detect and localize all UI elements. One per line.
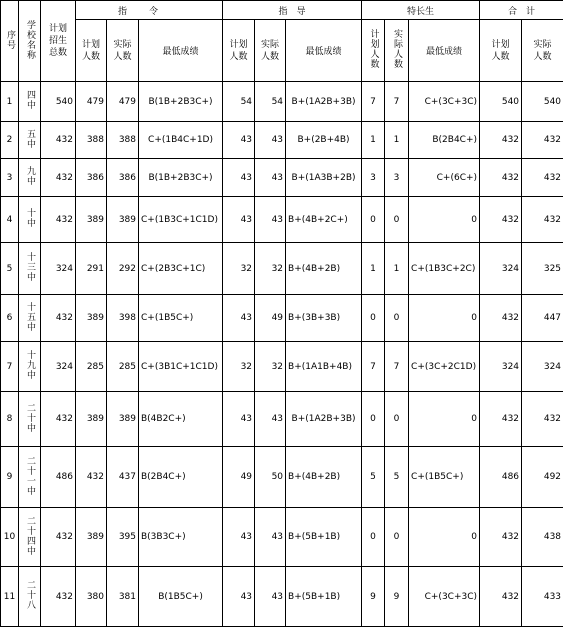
guide-actual-cell: 43	[255, 567, 286, 627]
seq-cell: 11	[1, 567, 19, 627]
total-plan-cell: 324	[41, 243, 76, 295]
guide-min-score-cell: B+(1A2B+3B)	[286, 392, 362, 447]
school-cell: 二十中	[19, 392, 41, 447]
directive-actual-cell: 381	[107, 567, 139, 627]
guide-actual-cell: 49	[255, 295, 286, 342]
directive-plan-cell: 389	[76, 197, 107, 243]
special-actual-cell: 5	[385, 447, 409, 508]
special-plan-cell: 1	[362, 122, 385, 159]
table-row	[1, 342, 563, 392]
total-sum-plan-cell: 432	[480, 197, 522, 243]
special-actual-cell: 1	[385, 122, 409, 159]
guide-plan-cell: 43	[223, 567, 255, 627]
school-cell: 十三中	[19, 243, 41, 295]
total-plan-cell: 432	[41, 159, 76, 197]
special-plan-cell: 1	[362, 243, 385, 295]
special-plan-cell: 5	[362, 447, 385, 508]
guide-plan-cell: 49	[223, 447, 255, 508]
header-plan: 计划人数	[362, 20, 385, 82]
school-cell: 二十八	[19, 567, 41, 627]
total-sum-actual-cell: 432	[522, 392, 563, 447]
guide-plan-cell: 32	[223, 243, 255, 295]
school-cell: 十五中	[19, 295, 41, 342]
school-cell: 二十四中	[19, 508, 41, 567]
total-sum-plan-cell: 432	[480, 122, 522, 159]
seq-cell: 9	[1, 447, 19, 508]
directive-plan-cell: 285	[76, 342, 107, 392]
directive-min-score-cell: C+(1B3C+1C1D)	[139, 197, 223, 243]
special-actual-cell: 1	[385, 243, 409, 295]
directive-plan-cell: 479	[76, 82, 107, 122]
directive-actual-cell: 389	[107, 392, 139, 447]
total-sum-actual-cell: 492	[522, 447, 563, 508]
special-actual-cell: 7	[385, 342, 409, 392]
directive-actual-cell: 479	[107, 82, 139, 122]
header-plan: 计划人数	[76, 20, 107, 82]
total-sum-actual-cell: 438	[522, 508, 563, 567]
school-cell: 五中	[19, 122, 41, 159]
total-sum-actual-cell: 540	[522, 82, 563, 122]
special-actual-cell: 7	[385, 82, 409, 122]
special-min-score-cell: C+(3C+2C1D)	[409, 342, 480, 392]
guide-plan-cell: 43	[223, 122, 255, 159]
total-sum-actual-cell: 325	[522, 243, 563, 295]
total-plan-cell: 324	[41, 342, 76, 392]
total-plan-cell: 432	[41, 508, 76, 567]
special-min-score-cell: C+(6C+)	[409, 159, 480, 197]
total-sum-plan-cell: 324	[480, 243, 522, 295]
directive-actual-cell: 292	[107, 243, 139, 295]
header-plan: 计划人数	[480, 20, 522, 82]
special-min-score-cell: C+(1B3C+2C)	[409, 243, 480, 295]
guide-min-score-cell: B+(1A2B+3B)	[286, 82, 362, 122]
directive-plan-cell: 389	[76, 508, 107, 567]
table-row	[1, 392, 563, 447]
directive-actual-cell: 437	[107, 447, 139, 508]
special-actual-cell: 0	[385, 508, 409, 567]
total-sum-actual-cell: 432	[522, 197, 563, 243]
header-actual: 实际人数	[255, 20, 286, 82]
special-min-score-cell: C+(3C+3C)	[409, 567, 480, 627]
special-min-score-cell: B(2B4C+)	[409, 122, 480, 159]
special-plan-cell: 0	[362, 295, 385, 342]
directive-actual-cell: 285	[107, 342, 139, 392]
guide-actual-cell: 32	[255, 243, 286, 295]
special-plan-cell: 7	[362, 342, 385, 392]
guide-min-score-cell: B+(3B+3B)	[286, 295, 362, 342]
guide-plan-cell: 43	[223, 508, 255, 567]
table-row	[1, 508, 563, 567]
special-plan-cell: 9	[362, 567, 385, 627]
special-min-score-cell: C+(1B5C+)	[409, 447, 480, 508]
directive-min-score-cell: B(1B+2B3C+)	[139, 82, 223, 122]
directive-plan-cell: 291	[76, 243, 107, 295]
guide-actual-cell: 43	[255, 122, 286, 159]
directive-min-score-cell: B(4B2C+)	[139, 392, 223, 447]
seq-cell: 3	[1, 159, 19, 197]
special-plan-cell: 0	[362, 392, 385, 447]
total-sum-plan-cell: 540	[480, 82, 522, 122]
special-min-score-cell: C+(3C+3C)	[409, 82, 480, 122]
guide-min-score-cell: B+(4B+2C+)	[286, 197, 362, 243]
header-min-score: 最低成绩	[409, 20, 480, 82]
total-sum-plan-cell: 486	[480, 447, 522, 508]
guide-min-score-cell: B+(1A3B+2B)	[286, 159, 362, 197]
total-sum-actual-cell: 447	[522, 295, 563, 342]
guide-actual-cell: 43	[255, 392, 286, 447]
directive-min-score-cell: C+(2B3C+1C)	[139, 243, 223, 295]
guide-plan-cell: 43	[223, 392, 255, 447]
guide-min-score-cell: B+(4B+2B)	[286, 447, 362, 508]
directive-actual-cell: 398	[107, 295, 139, 342]
header-min-score: 最低成绩	[286, 20, 362, 82]
header-group-directive: 指令	[76, 1, 223, 20]
total-plan-cell: 540	[41, 82, 76, 122]
total-plan-cell: 432	[41, 197, 76, 243]
table-row	[1, 197, 563, 243]
special-plan-cell: 3	[362, 159, 385, 197]
header-actual: 实际人数	[385, 20, 409, 82]
seq-cell: 1	[1, 82, 19, 122]
guide-min-score-cell: B+(1A1B+4B)	[286, 342, 362, 392]
guide-plan-cell: 43	[223, 295, 255, 342]
special-actual-cell: 0	[385, 392, 409, 447]
guide-actual-cell: 43	[255, 197, 286, 243]
directive-actual-cell: 388	[107, 122, 139, 159]
guide-actual-cell: 32	[255, 342, 286, 392]
directive-plan-cell: 388	[76, 122, 107, 159]
guide-plan-cell: 43	[223, 197, 255, 243]
total-plan-cell: 432	[41, 392, 76, 447]
seq-cell: 8	[1, 392, 19, 447]
directive-min-score-cell: C+(1B4C+1D)	[139, 122, 223, 159]
table-row	[1, 295, 563, 342]
directive-min-score-cell: B(1B+2B3C+)	[139, 159, 223, 197]
total-sum-actual-cell: 432	[522, 122, 563, 159]
guide-actual-cell: 43	[255, 159, 286, 197]
directive-actual-cell: 386	[107, 159, 139, 197]
header-group-sum: 合 计	[480, 1, 563, 20]
special-plan-cell: 0	[362, 508, 385, 567]
guide-min-score-cell: B+(5B+1B)	[286, 508, 362, 567]
table-row	[1, 243, 563, 295]
school-cell: 九中	[19, 159, 41, 197]
header-actual: 实际人数	[107, 20, 139, 82]
guide-min-score-cell: B+(2B+4B)	[286, 122, 362, 159]
header-plan: 计划人数	[223, 20, 255, 82]
special-min-score-cell: 0	[409, 197, 480, 243]
directive-actual-cell: 389	[107, 197, 139, 243]
total-plan-cell: 432	[41, 567, 76, 627]
guide-actual-cell: 43	[255, 508, 286, 567]
guide-actual-cell: 50	[255, 447, 286, 508]
header-group-guide: 指 导	[223, 1, 362, 20]
table-row	[1, 567, 563, 627]
directive-min-score-cell: C+(1B5C+)	[139, 295, 223, 342]
school-cell: 二十一中	[19, 447, 41, 508]
special-actual-cell: 3	[385, 159, 409, 197]
directive-min-score-cell: B(3B3C+)	[139, 508, 223, 567]
table-row	[1, 159, 563, 197]
table-row	[1, 82, 563, 122]
guide-actual-cell: 54	[255, 82, 286, 122]
total-sum-actual-cell: 324	[522, 342, 563, 392]
guide-plan-cell: 43	[223, 159, 255, 197]
special-min-score-cell: 0	[409, 508, 480, 567]
total-sum-plan-cell: 432	[480, 567, 522, 627]
total-sum-actual-cell: 432	[522, 159, 563, 197]
directive-plan-cell: 432	[76, 447, 107, 508]
seq-cell: 4	[1, 197, 19, 243]
table-row	[1, 122, 563, 159]
total-plan-cell: 432	[41, 295, 76, 342]
special-plan-cell: 7	[362, 82, 385, 122]
guide-min-score-cell: B+(4B+2B)	[286, 243, 362, 295]
total-sum-plan-cell: 432	[480, 159, 522, 197]
special-actual-cell: 0	[385, 197, 409, 243]
directive-min-score-cell: B(1B5C+)	[139, 567, 223, 627]
seq-cell: 7	[1, 342, 19, 392]
total-plan-cell: 486	[41, 447, 76, 508]
total-sum-actual-cell: 433	[522, 567, 563, 627]
header-actual: 实际人数	[522, 20, 563, 82]
directive-min-score-cell: C+(3B1C+1C1D)	[139, 342, 223, 392]
directive-plan-cell: 386	[76, 159, 107, 197]
header-min-score: 最低成绩	[139, 20, 223, 82]
school-cell: 四中	[19, 82, 41, 122]
guide-min-score-cell: B+(5B+1B)	[286, 567, 362, 627]
special-min-score-cell: 0	[409, 295, 480, 342]
table-row	[1, 447, 563, 508]
directive-min-score-cell: B(2B4C+)	[139, 447, 223, 508]
special-plan-cell: 0	[362, 197, 385, 243]
seq-cell: 5	[1, 243, 19, 295]
guide-plan-cell: 32	[223, 342, 255, 392]
school-cell: 十中	[19, 197, 41, 243]
total-sum-plan-cell: 432	[480, 295, 522, 342]
school-cell: 十九中	[19, 342, 41, 392]
header-school: 学校名称	[19, 1, 41, 82]
total-sum-plan-cell: 432	[480, 392, 522, 447]
header-seq: 序号	[1, 1, 19, 82]
special-min-score-cell: 0	[409, 392, 480, 447]
directive-plan-cell: 389	[76, 392, 107, 447]
total-sum-plan-cell: 432	[480, 508, 522, 567]
header-total-plan: 计划招生总数	[41, 1, 76, 82]
guide-plan-cell: 54	[223, 82, 255, 122]
directive-actual-cell: 395	[107, 508, 139, 567]
total-plan-cell: 432	[41, 122, 76, 159]
total-sum-plan-cell: 324	[480, 342, 522, 392]
special-actual-cell: 0	[385, 295, 409, 342]
seq-cell: 2	[1, 122, 19, 159]
seq-cell: 6	[1, 295, 19, 342]
special-actual-cell: 9	[385, 567, 409, 627]
directive-plan-cell: 389	[76, 295, 107, 342]
directive-plan-cell: 380	[76, 567, 107, 627]
seq-cell: 10	[1, 508, 19, 567]
header-group-special: 特长生	[362, 1, 480, 20]
